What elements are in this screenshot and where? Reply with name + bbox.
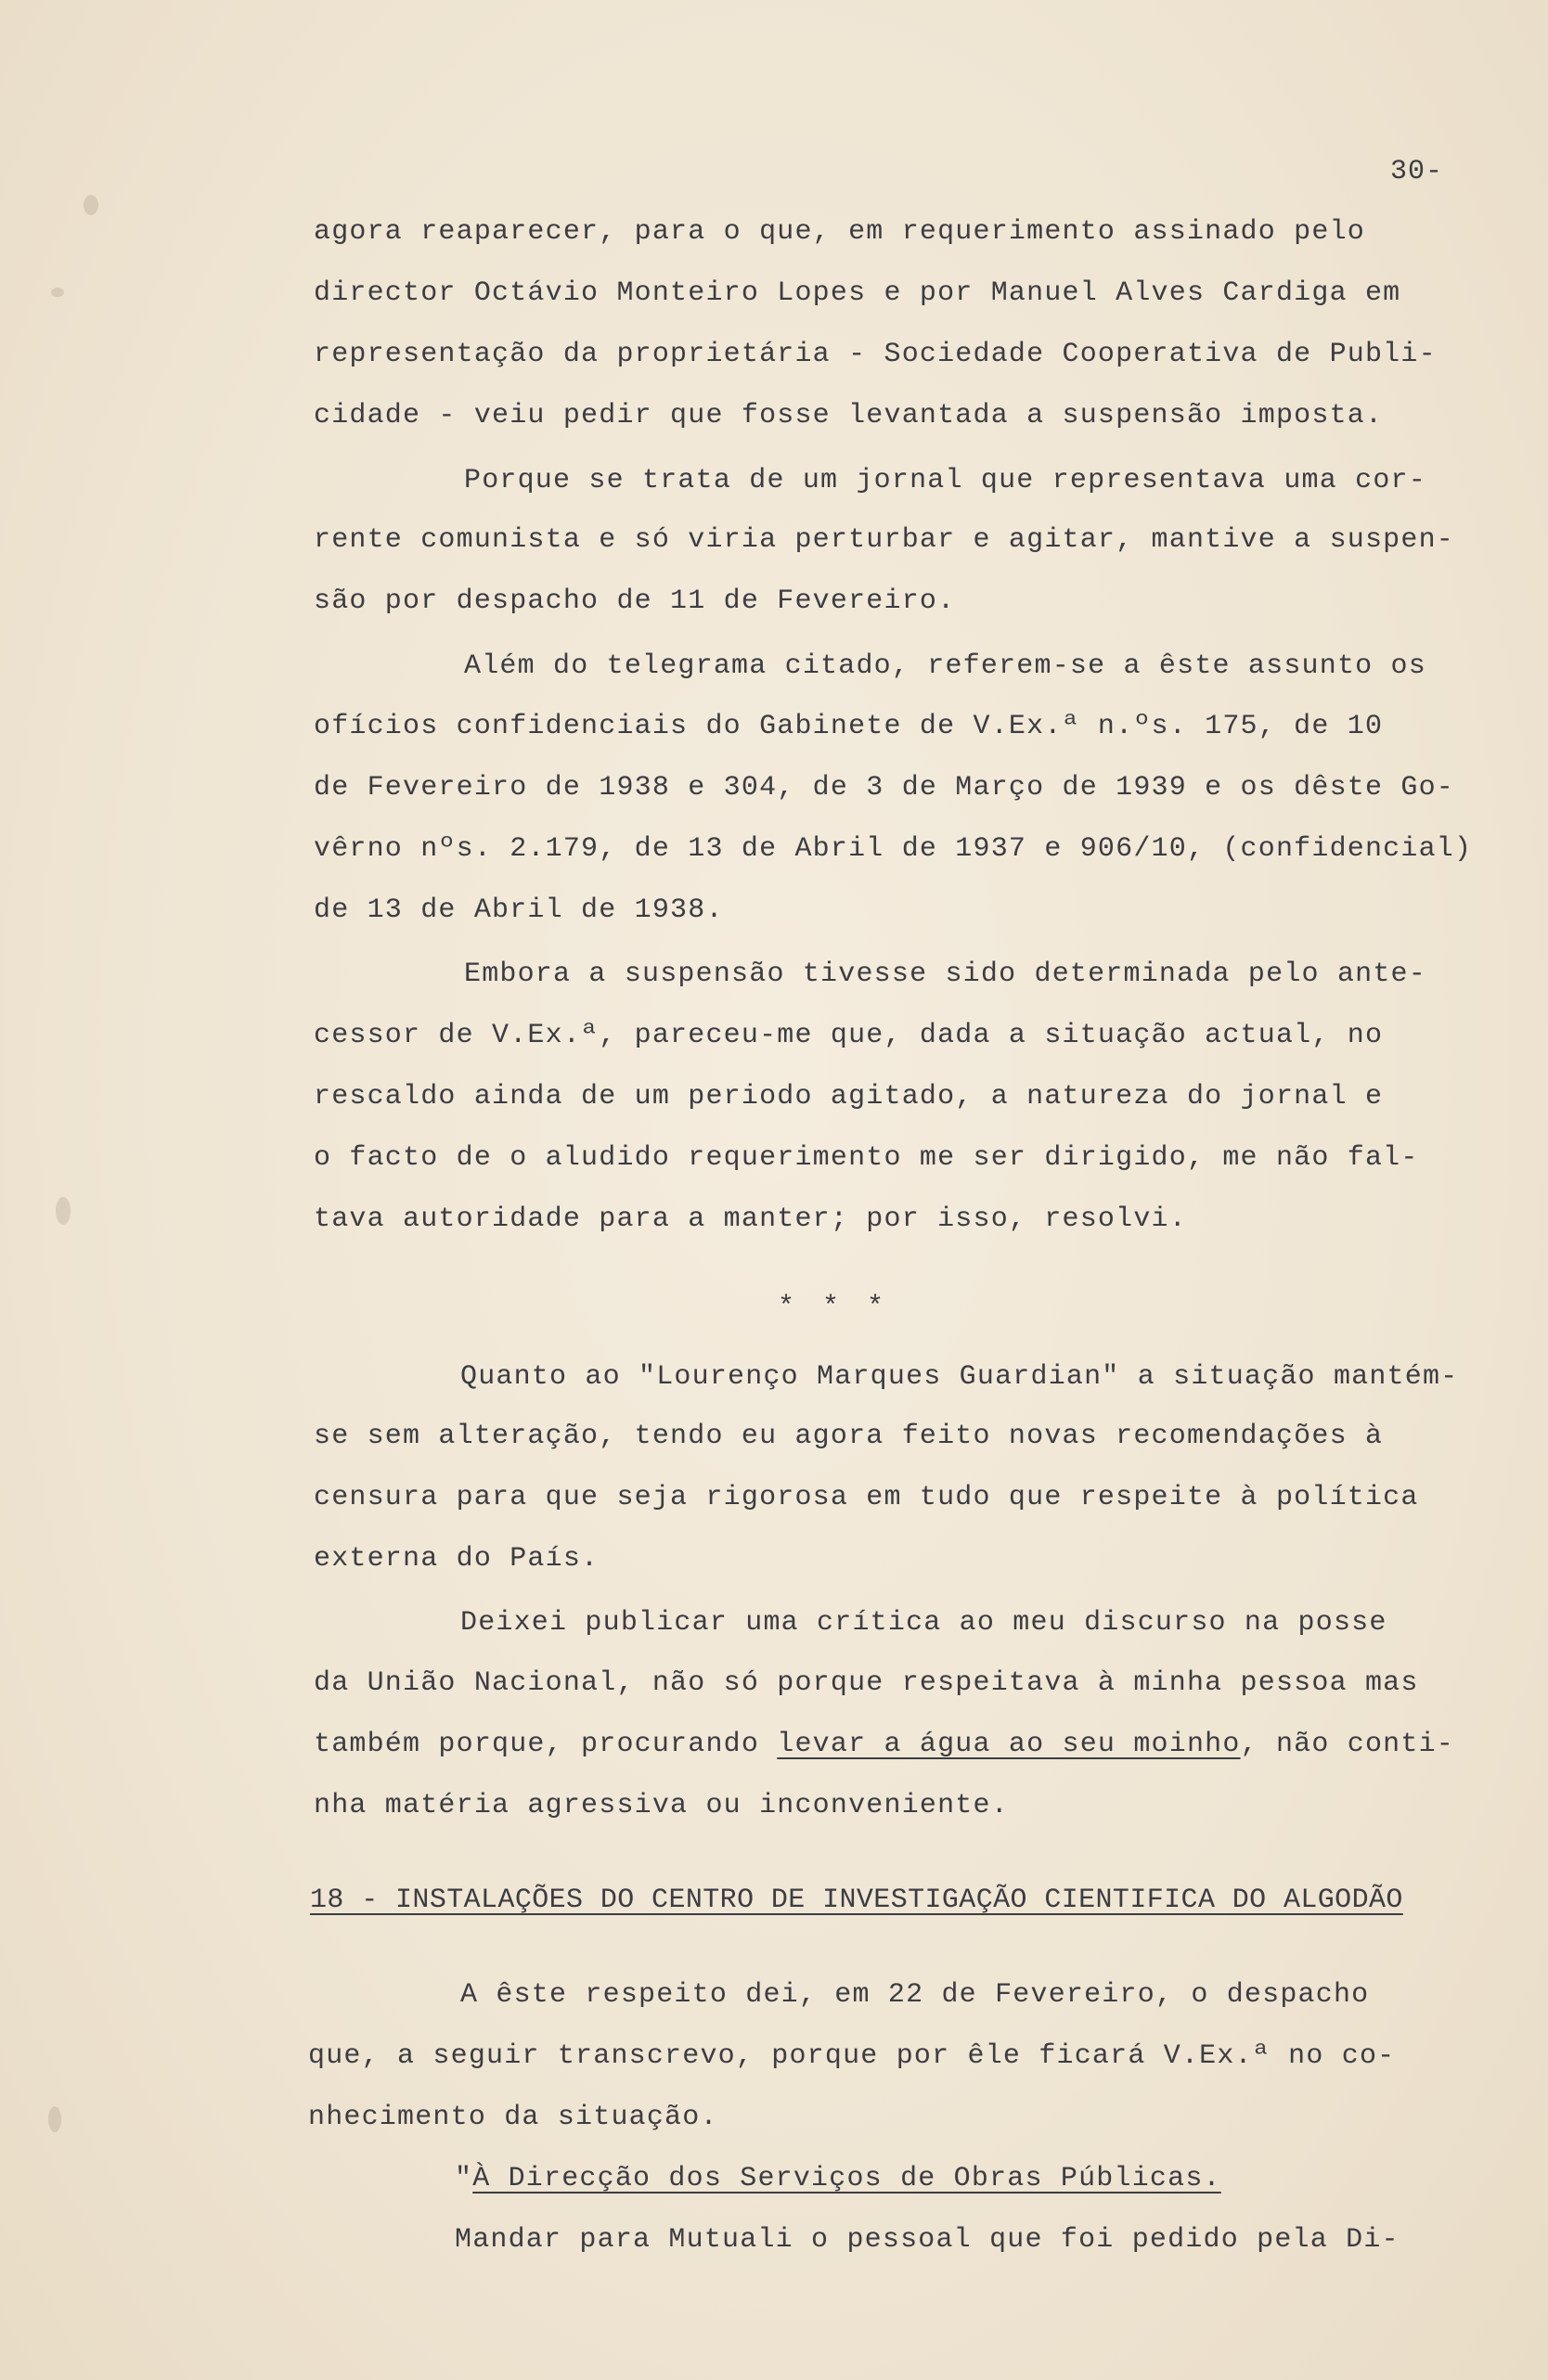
body-text: também porque, procurando [314, 1729, 778, 1760]
body-line: nha matéria agressiva ou inconveniente. [314, 1790, 1009, 1821]
page-number: 30- [1390, 156, 1444, 187]
body-line: externa do País. [314, 1543, 600, 1575]
body-line: nhecimento da situação. [308, 2102, 718, 2133]
quote-mark: " [455, 2163, 473, 2194]
quoted-heading [455, 2162, 1221, 2195]
body-line: Porque se trata de um jornal que representava uma cor- [464, 465, 1426, 496]
body-line: da União Nacional, não só porque respeitava à minha pessoa mas [314, 1667, 1419, 1699]
body-line: Quanto ao "Lourenço Marques Guardian" a situação mantém- [460, 1361, 1459, 1393]
quoted-heading-text: À Direcção dos Serviços de Obras Públicas. [472, 2163, 1221, 2194]
body-line: vêrno nºs. 2.179, de 13 de Abril de 1937 e 906/10, (confidencial) [314, 833, 1473, 865]
body-line: se sem alteração, tendo eu agora feito novas recomendações à [314, 1421, 1384, 1452]
body-line: censura para que seja rigorosa em tudo que respeite à política [314, 1482, 1419, 1513]
section-separator: * * * [778, 1292, 890, 1323]
body-line: cessor de V.Ex.ª, pareceu-me que, dada a situação actual, no [314, 1020, 1384, 1051]
body-line: são por despacho de 11 de Fevereiro. [314, 585, 956, 617]
body-line: cidade - veiu pedir que fosse levantada a suspensão imposta. [314, 400, 1384, 431]
body-line: tava autoridade para a manter; por isso, resolvi. [314, 1203, 1187, 1235]
body-line: rente comunista e só viria perturbar e agitar, mantive a suspen- [314, 524, 1454, 556]
body-line: director Octávio Monteiro Lopes e por Manuel Alves Cardiga em [314, 277, 1401, 309]
body-line: que, a seguir transcrevo, porque por êle ficará V.Ex.ª no co- [308, 2040, 1396, 2072]
body-line: o facto de o aludido requerimento me ser dirigido, me não fal- [314, 1142, 1419, 1174]
body-text: , não conti- [1240, 1729, 1454, 1760]
body-line: A êste respeito dei, em 22 de Fevereiro, o despacho [460, 1979, 1370, 2011]
body-line: representação da proprietária - Sociedade Cooperativa de Publi- [314, 339, 1437, 370]
body-line: agora reaparecer, para o que, em requerimento assinado pelo [314, 216, 1365, 248]
underlined-phrase: levar a água ao seu moinho [777, 1729, 1241, 1760]
body-line: Deixei publicar uma crítica ao meu discurso na posse [460, 1607, 1387, 1639]
body-line: Mandar para Mutuali o pessoal que foi pedido pela Di- [455, 2224, 1400, 2256]
body-line: Embora a suspensão tivesse sido determinada pelo ante- [464, 958, 1426, 990]
body-line: rescaldo ainda de um periodo agitado, a natureza do jornal e [314, 1081, 1384, 1113]
body-line: ofícios confidenciais do Gabinete de V.Ex.ª n.ºs. 175, de 10 [314, 711, 1384, 742]
body-line: de 13 de Abril de 1938. [314, 894, 724, 926]
paper-stain [48, 2106, 61, 2132]
body-line: de Fevereiro de 1938 e 304, de 3 de Março de 1939 e os dêste Go- [314, 772, 1454, 804]
paper-stain [56, 1197, 71, 1225]
body-line: Além do telegrama citado, referem-se a êste assunto os [464, 650, 1426, 682]
section-heading: 18 - INSTALAÇÕES DO CENTRO DE INVESTIGAÇÃO CIENTIFICA DO ALGODÃO [310, 1885, 1403, 1916]
paper-stain [84, 195, 98, 215]
paper-stain [51, 288, 64, 297]
body-line [314, 1728, 1454, 1761]
